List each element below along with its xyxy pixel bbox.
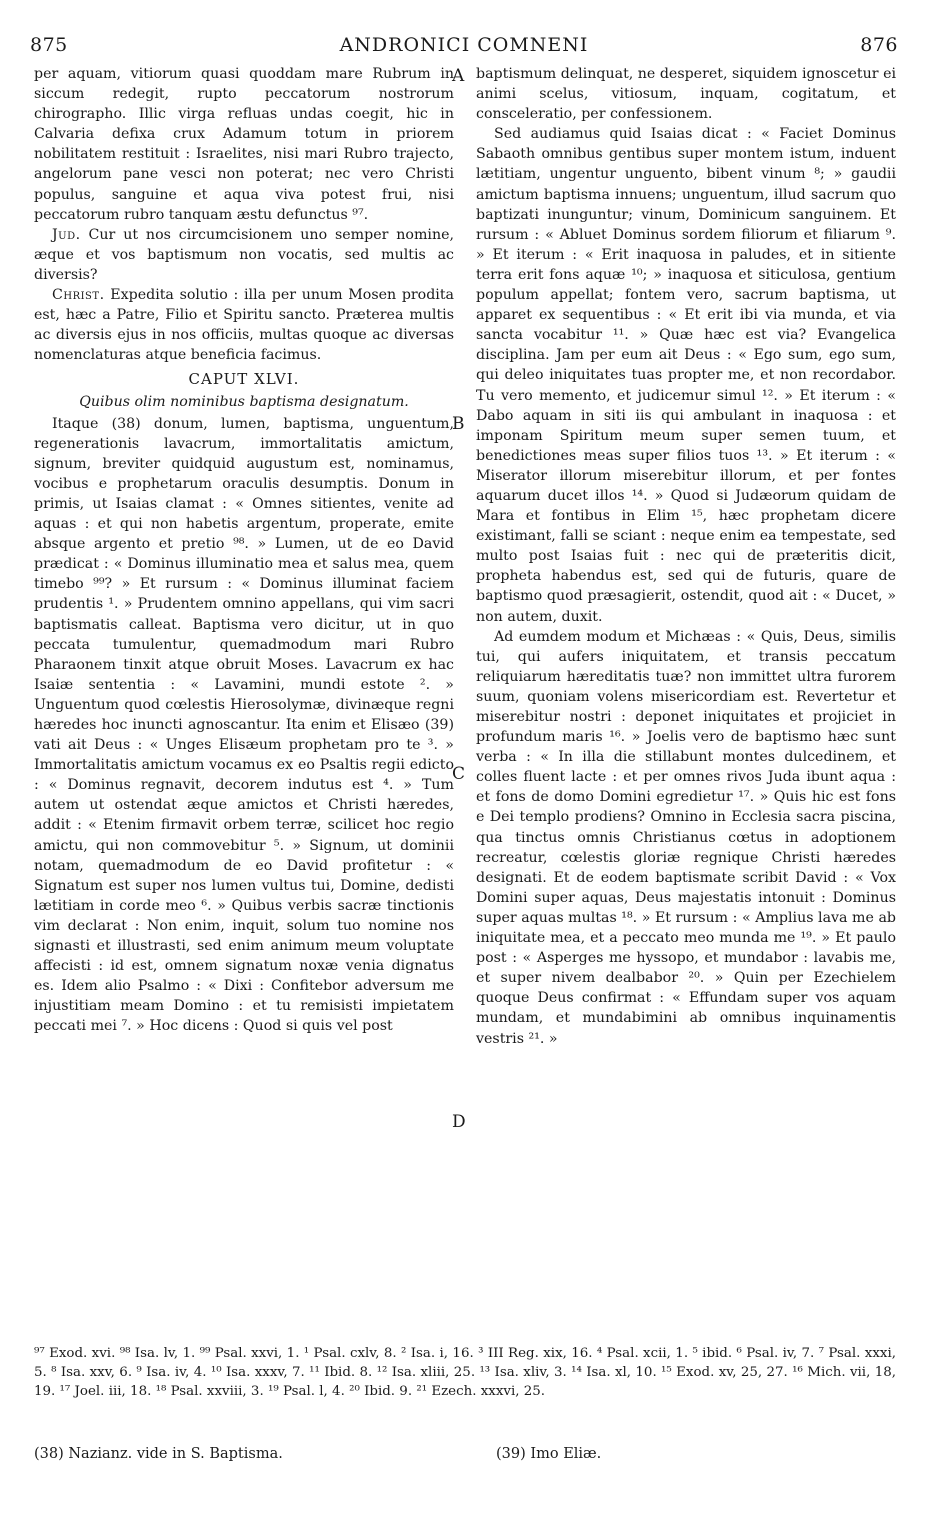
paragraph-text: Expedita solutio : illa per unum Mosen prodita est, hæc a Patre, Filio et Spiritu sancto. Præterea multis ac diversis ejus in nos officiis, multas quoque ac diversas nomenclaturas atque beneficia facimus. <box>34 287 454 364</box>
running-title: ANDRONICI COMNENI <box>339 34 589 56</box>
paragraph: Sed audiamus quid Isaias dicat : « Faciet Dominus Sabaoth omnibus gentibus super montem istum, induent lætitiam, ungentur unguento, bibent vinum ⁸; » gaudii amictum baptisma innuens; unguentum, illud sacrum quo baptizati inunguntur; vinum, Dominicum sanguinem. Et rursum : « Abluet Dominus sordem filiorum et filiarum ⁹. » Et iterum : « Erit inaquosa in paludes, et in sitiente terra erit fons aquæ ¹⁰; » inaquosa et siticulosa, gentium populum appellat; fontem vero, sacrum baptisma, ut apparet ex sequentibus : « Et erit ibi via munda, et via sancta vocabitur ¹¹. » Quæ hæc est via? Evangelica disciplina. Jam per eum ait Deus : « Ego sum, ego sum, qui deleo iniquitates tuas propter me, et non recordabor. Tu vero memento, et judicemur simul ¹². » Et iterum : « Dabo aquam in siti iis qui ambulant in inaquosa : et imponam Spiritum meum super semen tuum, et benedictiones meas super filios tuos ¹³. » Et iterum : « Miserator illorum miserebitur illorum, et per fontes aquarum ducet illos ¹⁴. » Quod si Judæorum quidam de Mara et fontibus in Elim ¹⁵, hæc prophetam dicere existimant, falli se sciant : neque enim ea tempestate, sed multo post Isaias fuit : nec qui de præteritis dicit, propheta habendus est, sed qui de futuris, quare de baptismo quod præsagierit, ostendit, quod ait : « Ducet, » non autem, duxit. <box>476 126 896 625</box>
paragraph: Ad eumdem modum et Michæas : « Quis, Deus, similis tui, qui aufers iniquitatem, et transis peccatum reliquiarum hæreditatis tuæ? non immittet ultra furorem suum, quoniam volens misericordiam est. Revertetur et miserebitur nostri : deponet iniquitates et projiciet in profundum maris ¹⁶. » Joelis vero de baptismo hæc sunt verba : « In illa die stillabunt montes dulcedinem, et colles fluent lacte : et per omnes rivos Juda ibunt aqua : et fons de domo Domini egredietur ¹⁷. » Quis hic est fons e Dei templo prodiens? Omnino in Ecclesia sacra piscina, qua tinctus omnis Christianus cœtus in adoptionem recreatur, cœlestis gloriæ regnique Christi hæredes designati. Et de eodem baptismate scribit David : « Vox Domini super aquas, Deus majestatis intonuit : Dominus super aquas multas ¹⁸. » Et rursum : « Amplius lava me ab iniquitate mea, et a peccato meo munda me ¹⁹. » Et paulo post : « Asperges me hyssopo, et mundabor : lavabis me, et super nivem dealbabor ²⁰. » Quin per Ezechielem quoque Deus confirmat : « Effundam super vos aquam mundam, et mundabimini ab omnibus inquinamentis vestris ²¹. » <box>476 628 896 1047</box>
chapter-heading: CAPUT XLVI. <box>188 370 300 389</box>
footnote-text: ⁹⁷ Exod. xvi. ⁹⁸ Isa. lv, 1. ⁹⁹ Psal. xxvi, 1. ¹ Psal. cxlv, 8. ² Isa. i, 16. ³ III Reg. xix, 16. ⁴ Psal. xcii, 1. ⁵ ibid. ⁶ Psal. iv, 7. ⁷ Psal. xxxi, 5. ⁸ Isa. xxv, 6. ⁹ Isa. iv, 4. ¹⁰ Isa. xxxv, 7. ¹¹ Ibid. 8. ¹² Isa. xliii, 25. ¹³ Isa. xliv, 3. ¹⁴ Isa. xl, 10. ¹⁵ Exod. xv, 25, 27. ¹⁶ Mich. vii, 18, 19. ¹⁷ Joel. iii, 18. ¹⁸ Psal. xxviii, 3. ¹⁹ Psal. l, 4. ²⁰ Ibid. 9. ²¹ Ezech. xxxvi, 25. <box>34 1346 896 1399</box>
page-number-left: 875 <box>30 34 68 56</box>
paragraph: baptismum delinquat, ne desperet, siquidem ignoscetur ei animi scelus, vitiosum, inquam, cogitatum, et consceleratio, per confessionem. <box>476 66 896 123</box>
margin-letter-a: A <box>452 66 465 86</box>
dialogue-paragraph <box>34 225 454 285</box>
left-column <box>34 64 454 1037</box>
footnotes <box>34 1344 896 1401</box>
chapter-subtitle: Quibus olim nominibus baptisma designatum. <box>79 393 409 410</box>
editor-notes <box>34 1446 896 1470</box>
speaker-label: Christ. <box>52 287 105 304</box>
page-header <box>30 34 898 60</box>
margin-letter-c: C <box>452 764 466 784</box>
page-number-right: 876 <box>860 34 898 56</box>
margin-letter-b: B <box>452 414 465 434</box>
right-column <box>476 64 896 1049</box>
paragraph: per aquam, vitiorum quasi quoddam mare Rubrum in siccum redegit, rupto peccatorum nostrorum chirographo. Illic virga refluas undas coegit, hic in Calvaria defixa crux Adamum totum in priorem nobilitatem restituit : Israelites, nisi mari Rubro trajecto, angelorum pane vesci non poterat; nec vero Christi populus, sanguine et aqua viva potest frui, nisi peccatorum rubro tanquam æstu defunctus ⁹⁷. <box>34 66 454 223</box>
editor-note-right: (39) Imo Eliæ. <box>496 1446 602 1462</box>
speaker-label: Jud. <box>52 226 81 243</box>
paragraph-text: Cur ut nos circumcisionem uno semper nomine, æque et vos baptismum non vocatis, sed multis ac diversis? <box>34 226 454 283</box>
margin-letter-d: D <box>452 1112 466 1132</box>
dialogue-paragraph <box>34 285 454 365</box>
editor-note-left: (38) Nazianz. vide in S. Baptisma. <box>34 1446 283 1462</box>
paragraph: Itaque (38) donum, lumen, baptisma, unguentum, regenerationis lavacrum, immortalitatis amictum, signum, breviter quidquid augustum est, nominamus, vocibus e prophetarum oraculis desumptis. Donum in primis, ut Isaias clamat : « Omnes sitientes, venite ad aquas : et qui non habetis argentum, properate, emite absque argento et pretio ⁹⁸. » Lumen, ut de eo David prædicat : « Dominus illuminatio mea et salus mea, quem timebo ⁹⁹? » Et rursum : « Dominus illuminat faciem prudentis ¹. » Prudentem omnino appellans, qui vim sacri baptismatis calleat. Baptisma vero dicitur, ut in quo peccata tumulentur, quemadmodum mari Rubro Pharaonem tinxit atque obruit Moses. Lavacrum ex hac Isaiæ sententia : « Lavamini, mundi estote ². » Unguentum quod cœlestis Hierosolymæ, divinæque regni hæredes hoc inuncti agnoscantur. Ita enim et Elisæo (39) vati ait Deus : « Unges Elisæum prophetam pro te ³. » Immortalitatis amictum vocamus ex eo Psaltis regii edicto : « Dominus regnavit, decorem indutus est ⁴. » Tum autem ut ostendat æque amictos et Christi hæredes, addit : « Etenim firmavit orbem terræ, scilicet hoc regio amictu, qui non commovebitur ⁵. » Signum, ut dominii notam, quemadmodum de eo David profitetur : « Signatum est super nos lumen vultus tui, Domine, dedisti lætitiam in corde meo ⁶. » Quibus verbis sacræ tinctionis vim declarat : Non enim, inquit, solum tuo nomine nos signasti et illustrasti, sed enim animum meum voluptate affecisti : id est, omnem signatum noxæ venia dignatus es. Idem alio Psalmo : « Dixi : Confitebor adversum me injustitiam meam Domino : et tu remisisti impietatem peccati mei ⁷. » Hoc dicens : Quod si quis vel post <box>34 415 454 1035</box>
